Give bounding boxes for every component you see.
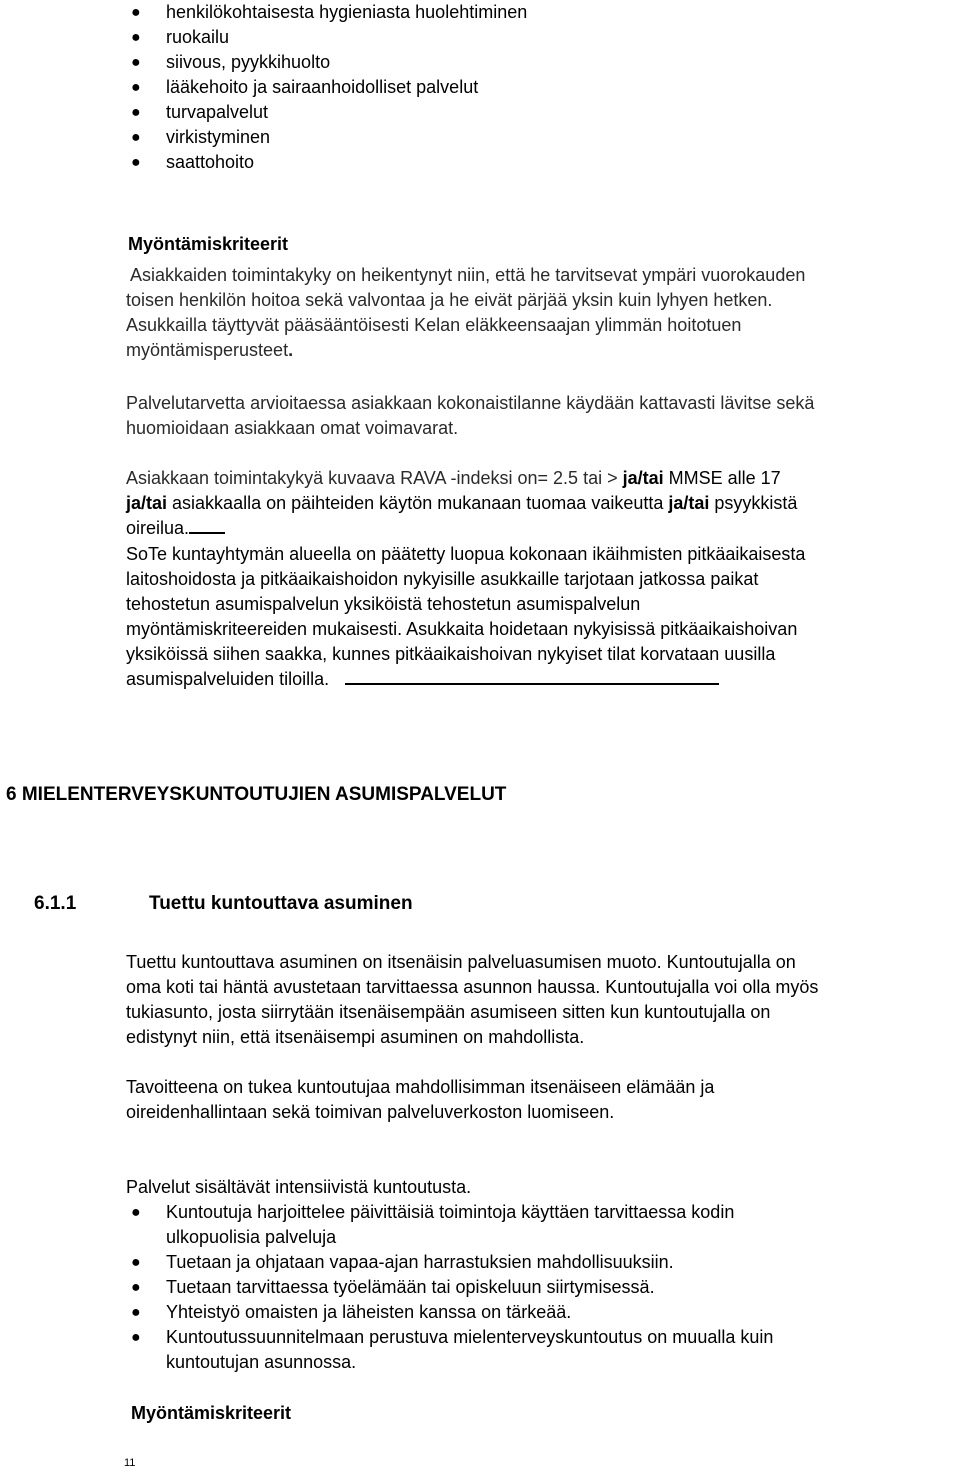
text-fragment: Asiakkaan toimintakykyä kuvaava RAVA -indeksi on= 2.5 tai > [126, 468, 623, 488]
list-item-text: Kuntoutuja harjoittelee päivittäisiä toimintoja käyttäen tarvittaessa kodin [166, 1202, 735, 1222]
care-services-list [126, 0, 527, 175]
text-fragment: ja/tai [622, 468, 664, 488]
list-item [126, 150, 527, 175]
text-line [126, 338, 805, 363]
text-fragment: asiakkaalla on päihteiden käytön mukanaan tuomaa vaikeutta [167, 493, 669, 513]
bullet-icon: ● [131, 1204, 141, 1221]
underline-blank [345, 669, 719, 685]
text-line [126, 516, 797, 541]
text-line: Tuettu kuntouttava asuminen on itsenäisin palveluasumisen muoto. Kuntoutujalla on [126, 952, 796, 972]
list-item-text: ulkopuolisia palveluja [166, 1227, 337, 1247]
text-fragment: ja/tai [126, 493, 168, 513]
bullet-icon: ● [131, 104, 141, 121]
list-item-text: saattohoito [166, 152, 255, 172]
text-line: Asukkailla täyttyvät pääsääntöisesti Kelan eläkkeensaajan ylimmän hoitotuen [126, 315, 742, 335]
list-item-text: Kuntoutussuunnitelmaan perustuva mielenterveyskuntoutus on muualla kuin [166, 1327, 774, 1347]
text-line: myöntämiskriteereiden mukaisesti. Asukkaita hoidetaan nykyisissä pitkäaikaishoivan [126, 619, 798, 639]
underline-blank [189, 518, 225, 534]
list-item [126, 125, 527, 150]
text-line: tukiasunto, josta siirrytään itsenäisempään asumiseen sitten kun kuntoutujalla on [126, 1002, 771, 1022]
criteria-heading: Myöntämiskriteerit [131, 1403, 292, 1423]
text-line [126, 667, 805, 692]
list-item [126, 1275, 773, 1300]
bullet-icon: ● [131, 1304, 141, 1321]
services-list [126, 1200, 773, 1375]
list-item-text: kuntoutujan asunnossa. [166, 1352, 357, 1372]
bullet-icon: ● [131, 54, 141, 71]
intro-paragraph [126, 950, 818, 1050]
list-item-text: siivous, pyykkihuolto [166, 52, 331, 72]
list-item-text: ruokailu [166, 27, 230, 47]
bullet-icon: ● [131, 1279, 141, 1296]
text-fragment: oireilua. [126, 518, 190, 538]
page-number: 11 [124, 1457, 136, 1469]
bullet-icon: ● [131, 129, 141, 146]
list-item-text: Tuetaan tarvittaessa työelämään tai opiskeluun siirtymisessä. [166, 1277, 655, 1297]
text-line [126, 491, 797, 516]
list-item-text: Tuetaan ja ohjataan vapaa-ajan harrastuksien mahdollisuuksiin. [166, 1252, 674, 1272]
text-line: toisen henkilön hoitoa sekä valvontaa ja he eivät pärjää yksin kuin lyhyen hetken. [126, 290, 773, 310]
text-fragment: asumispalveluiden tiloilla. [126, 669, 330, 689]
text-line: Tavoitteena on tukea kuntoutujaa mahdollisimman itsenäiseen elämään ja [126, 1077, 715, 1097]
list-item [126, 0, 527, 25]
text-line: tehostetun asumispalvelun yksiköistä tehostetun asumispalvelun [126, 594, 641, 614]
bullet-icon: ● [131, 79, 141, 96]
criteria-paragraph [126, 263, 805, 363]
text-line: laitoshoidosta ja pitkäaikaishoidon nykyisille asukkaille tarjotaan jatkossa paikat [126, 569, 759, 589]
list-item [126, 1250, 773, 1275]
text-fragment: myöntämisperusteet [126, 340, 289, 360]
text-line: edistynyt niin, että itsenäisempi asuminen on mahdollista. [126, 1027, 585, 1047]
list-item [126, 1200, 773, 1250]
list-item-text: virkistyminen [166, 127, 271, 147]
text-line: oma koti tai häntä avustetaan tarvittaessa asunnon haussa. Kuntoutujalla voi olla myös [126, 977, 819, 997]
list-item [126, 75, 527, 100]
list-item [126, 50, 527, 75]
text-line: yksiköissä siihen saakka, kunnes pitkäaikaishoivan nykyiset tilat korvataan uusilla [126, 644, 776, 664]
bullet-icon: ● [131, 154, 141, 171]
text-line: huomioidaan asiakkaan omat voimavarat. [126, 418, 459, 438]
text-line: oireidenhallintaan sekä toimivan palveluverkoston luomiseen. [126, 1102, 615, 1122]
text-line [126, 466, 797, 491]
text-line: SoTe kuntayhtymän alueella on päätetty luopua kokonaan ikäihmisten pitkäaikaisesta [126, 544, 806, 564]
sote-paragraph [126, 542, 805, 692]
goal-paragraph [126, 1075, 714, 1125]
list-item-text: turvapalvelut [166, 102, 269, 122]
assessment-paragraph [126, 391, 814, 441]
list-item [126, 100, 527, 125]
bullet-icon: ● [131, 4, 141, 21]
criteria-heading: Myöntämiskriteerit [128, 234, 289, 254]
subsection-number: 6.1.1 [34, 893, 77, 914]
text-line: Palvelutarvetta arvioitaessa asiakkaan kokonaistilanne käydään kattavasti lävitse sekä [126, 393, 815, 413]
rava-paragraph [126, 466, 797, 541]
text-line: Asiakkaiden toimintakyky on heikentynyt niin, että he tarvitsevat ympäri vuorokauden [130, 265, 806, 285]
list-item-text: henkilökohtaisesta hygieniasta huolehtiminen [166, 2, 528, 22]
bullet-icon: ● [131, 29, 141, 46]
services-intro: Palvelut sisältävät intensiivistä kuntoutusta. [126, 1177, 472, 1197]
text-fragment: ja/tai [668, 493, 710, 513]
list-item-text: Yhteistyö omaisten ja läheisten kanssa on tärkeää. [166, 1302, 572, 1322]
text-fragment: . [288, 340, 294, 360]
text-fragment: MMSE alle 17 [663, 468, 781, 488]
subsection-title: Tuettu kuntouttava asuminen [149, 893, 413, 914]
list-item [126, 25, 527, 50]
list-item [126, 1325, 773, 1375]
bullet-icon: ● [131, 1254, 141, 1271]
bullet-icon: ● [131, 1329, 141, 1346]
text-fragment: psyykkistä [709, 493, 798, 513]
list-item [126, 1300, 773, 1325]
section-heading: 6 MIELENTERVEYSKUNTOUTUJIEN ASUMISPALVELUT [6, 784, 507, 805]
list-item-text: lääkehoito ja sairaanhoidolliset palvelut [166, 77, 479, 97]
